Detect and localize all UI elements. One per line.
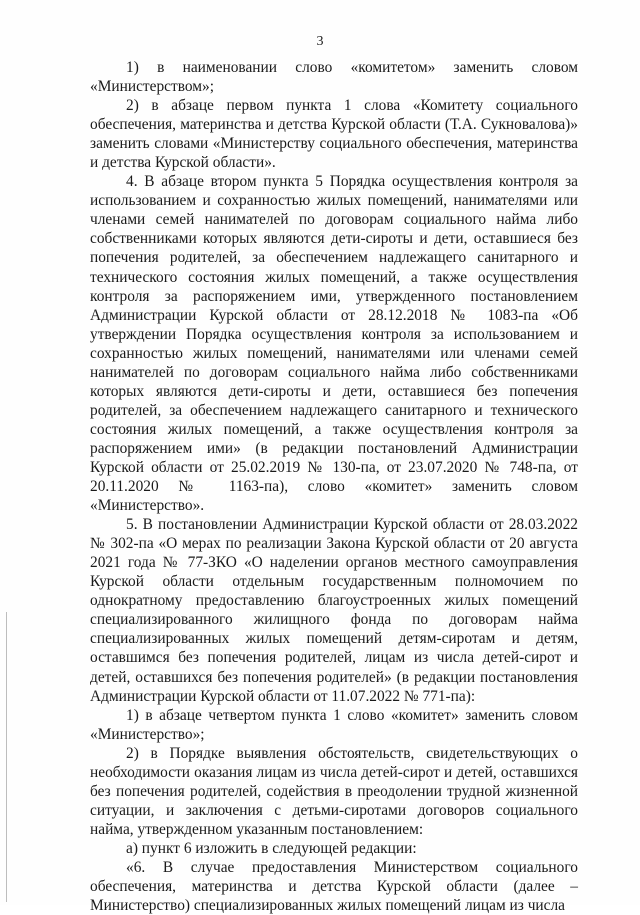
paragraph-point-6-new-wording: «6. В случае предоставления Министерством социального обеспечения, материнства и детства Курской области (далее – Министерство) специализированных жилых помещений лицам из числа — [90, 858, 578, 915]
paragraph-item-2-committee-words: 2) в абзаце первом пункта 1 слова «Комитету социального обеспечения, материнства и детства Курской области (Т.А. Сукновалова)» заменить словами «Министерству социального обеспечения, материнства и детства Курской области». — [90, 97, 578, 172]
paragraph-item-1-name-change: 1) в наименовании слово «комитетом» заменить словом «Министерством»; — [90, 59, 578, 96]
scan-edge-mark — [6, 612, 7, 902]
page-number: 3 — [316, 34, 324, 49]
paragraph-subitem-a-point-6: а) пункт 6 изложить в следующей редакции: — [126, 839, 417, 857]
paragraph-point-5-resolution-302: 5. В постановлении Администрации Курской области от 28.03.2022 № 302-па «О мерах по реализации Закона Курской области от 20 августа 2021 года № 77-ЗКО «О наделении органов местного самоуправления Курской области отдельным государственным полномочием по однократному предоставлению благоустроенных жилых помещений специализированного жилищного фонда по договорам найма специализированных жилых помещений детям-сиротам и детям, оставшимся без попечения родителей, лицам из числа детей-сирот и детей, оставшихся без попечения родителей» (в редакции постановления Администрации Курской области от 11.07.2022 № 771-па): — [90, 516, 578, 705]
document-body — [90, 58, 578, 915]
paragraph-subitem-1-fourth-indent: 1) в абзаце четвертом пункта 1 слово «комитет» заменить словом «Министерство»; — [90, 706, 578, 743]
paragraph-subitem-2-procedure: 2) в Порядке выявления обстоятельств, свидетельствующих о необходимости оказания лицам из числа детей-сирот и детей, оставшихся без попечения родителей, содействия в преодолении трудной жизненной ситуации, и заключения с детьми-сиротами договоров социального найма, утвержденном указанным постановлением: — [90, 744, 578, 838]
paragraph-point-4-control-procedure: 4. В абзаце втором пункта 5 Порядка осуществления контроля за использованием и сохранностью жилых помещений, нанимателями или членами семей нанимателей по договорам социального найма либо собственниками которых являются дети-сироты и дети, оставшиеся без попечения родителей, за обеспечением надлежащего санитарного и технического состояния жилых помещений, а также осуществления контроля за распоряжением ими, утвержденного постановлением Администрации Курской области от 28.12.2018 № 1083-па «Об утверждении Порядка осуществления контроля за использованием и сохранностью жилых помещений, нанимателями или членами семей нанимателей по договорам социального найма либо собственниками которых являются дети-сироты и дети, оставшиеся без попечения родителей, за обеспечением надлежащего санитарного и технического состояния жилых помещений, а также осуществления контроля за распоряжением ими» (в редакции постановлений Администрации Курской области от 25.02.2019 № 130-па, от 23.07.2020 № 748-па, от 20.11.2020 № 1163-па), слово «комитет» заменить словом «Министерство». — [90, 173, 578, 515]
